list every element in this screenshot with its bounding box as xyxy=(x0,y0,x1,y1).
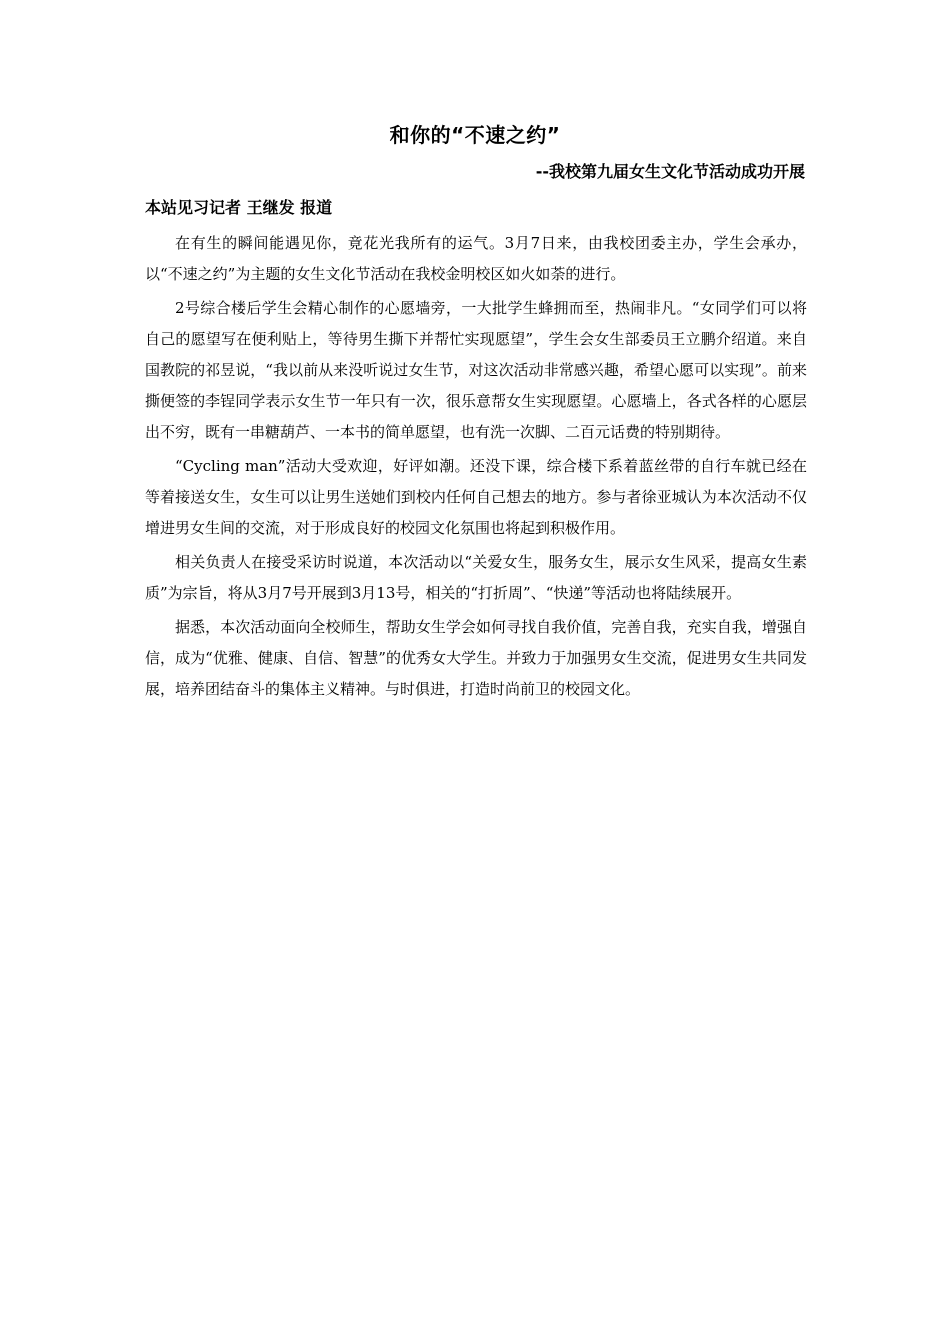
article-body xyxy=(145,228,807,708)
paragraph: “Cycling man”活动大受欢迎，好评如潮。还没下课，综合楼下系着蓝丝带的自行车就已经在等着接送女生，女生可以让男生送她们到校内任何自己想去的地方。参与者徐亚城认为本次活动不仅增进男女生间的交流，对于形成良好的校园文化氛围也将起到积极作用。 xyxy=(145,457,807,537)
paragraph: 2号综合楼后学生会精心制作的心愿墙旁，一大批学生蜂拥而至，热闹非凡。“女同学们可以将自己的愿望写在便利贴上，等待男生撕下并帮忙实现愿望”，学生会女生部委员王立鹏介绍道。来自国教院的祁昱说，“我以前从来没听说过女生节，对这次活动非常感兴趣，希望心愿可以实现”。前来撕便签的李锃同学表示女生节一年只有一次，很乐意帮女生实现愿望。心愿墙上，各式各样的心愿层出不穷，既有一串糖葫芦、一本书的简单愿望，也有洗一次脚、二百元话费的特别期待。 xyxy=(145,299,807,441)
article-subtitle: --我校第九届女生文化节活动成功开展 xyxy=(535,162,805,181)
article-title: 和你的“不速之约” xyxy=(389,123,561,147)
paragraph: 在有生的瞬间能遇见你，竟花光我所有的运气。3月7日来，由我校团委主办，学生会承办，以“不速之约”为主题的女生文化节活动在我校金明校区如火如荼的进行。 xyxy=(145,234,807,283)
paragraph: 相关负责人在接受采访时说道，本次活动以“关爱女生，服务女生，展示女生风采，提高女生素质”为宗旨，将从3月7号开展到3月13号，相关的“打折周”、“快递”等活动也将陆续展开。 xyxy=(145,553,807,602)
paragraph: 据悉，本次活动面向全校师生，帮助女生学会如何寻找自我价值，完善自我，充实自我，增强自信，成为“优雅、健康、自信、智慧”的优秀女大学生。并致力于加强男女生交流，促进男女生共同发展，培养团结奋斗的集体主义精神。与时俱进，打造时尚前卫的校园文化。 xyxy=(145,618,807,698)
article-byline: 本站见习记者 王继发 报道 xyxy=(145,198,333,217)
